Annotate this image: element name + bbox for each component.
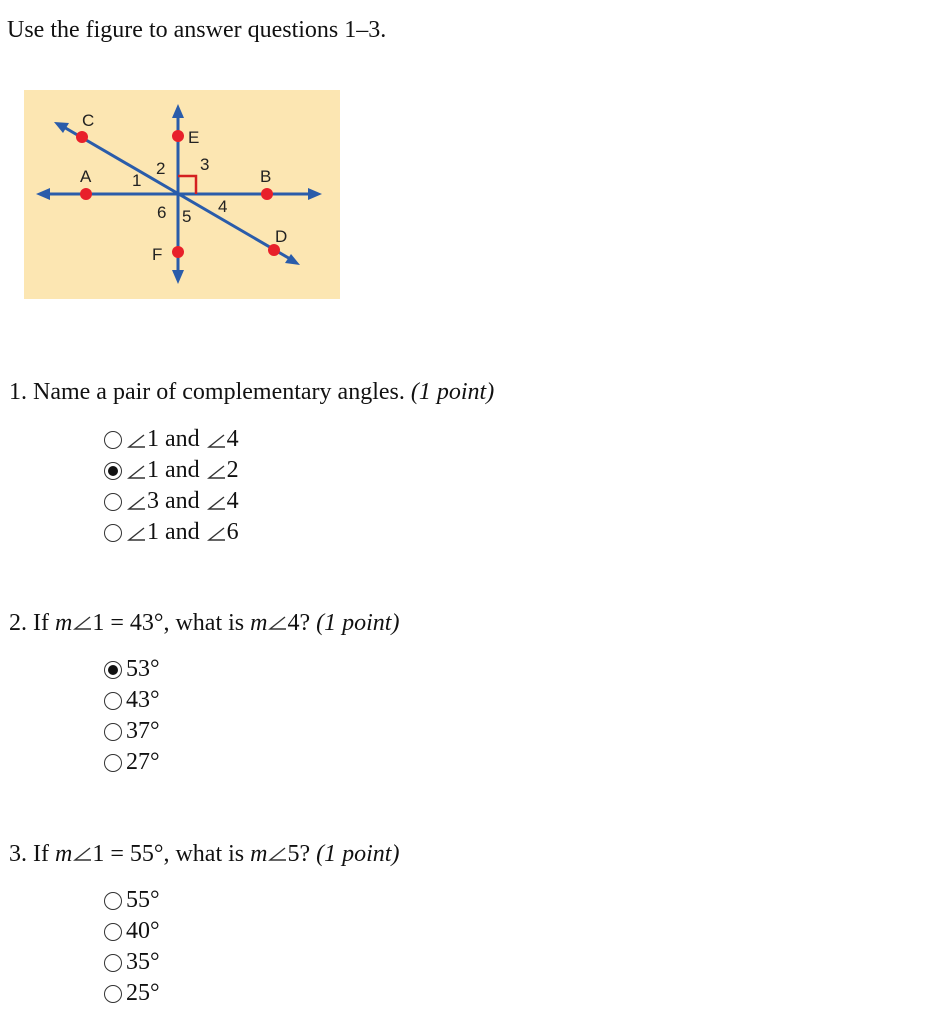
label-d: D	[275, 227, 288, 246]
answer-option[interactable]	[104, 885, 160, 916]
angle-number: 1	[147, 426, 159, 452]
radio-button[interactable]	[104, 892, 122, 910]
option-label	[126, 426, 239, 453]
angle-number: 1	[147, 519, 159, 545]
angle-label-2: 2	[156, 159, 166, 178]
angle-icon	[126, 523, 146, 543]
instructions: Use the figure to answer questions 1–3.	[7, 17, 387, 43]
question-text: Name a pair of complementary angles.	[33, 379, 405, 405]
angle-icon	[72, 843, 92, 863]
angle-label-5: 5	[182, 207, 192, 226]
angle-icon	[206, 523, 226, 543]
radio-button[interactable]	[104, 493, 122, 511]
angle-icon	[267, 612, 287, 632]
answer-option[interactable]	[104, 424, 239, 455]
angle-icon	[126, 461, 146, 481]
angle-icon	[126, 492, 146, 512]
answer-option[interactable]	[104, 916, 160, 947]
angle-number: 3	[147, 488, 159, 514]
answer-option[interactable]	[104, 455, 239, 486]
question-number: 1.	[9, 379, 27, 405]
radio-button[interactable]	[104, 431, 122, 449]
question-equals: = 55°, what is	[110, 841, 245, 867]
question-if: If	[33, 610, 49, 636]
option-label	[126, 488, 239, 515]
label-e: E	[188, 128, 200, 147]
question-points: (1 point)	[316, 841, 400, 867]
question-if: If	[33, 841, 49, 867]
option-and: and	[165, 426, 200, 452]
question-3-options	[104, 885, 160, 1009]
point-f	[172, 246, 184, 258]
option-label: 43°	[126, 687, 160, 713]
answer-option[interactable]	[104, 654, 160, 685]
angle-label-4: 4	[218, 197, 228, 216]
question-number: 2.	[9, 610, 27, 636]
option-label: 55°	[126, 887, 160, 913]
option-label	[126, 519, 239, 546]
option-and: and	[165, 519, 200, 545]
angle-number: 1	[92, 610, 105, 636]
question-equals: = 43°, what is	[110, 610, 245, 636]
angle-number: 4	[226, 426, 239, 452]
geometry-figure	[24, 90, 340, 299]
option-label: 53°	[126, 656, 160, 682]
answer-option[interactable]	[104, 747, 160, 778]
radio-button-selected[interactable]	[104, 661, 122, 679]
question-2	[9, 607, 399, 639]
answer-option[interactable]	[104, 978, 160, 1009]
label-c: C	[82, 111, 95, 130]
answer-option[interactable]	[104, 716, 160, 747]
measure-symbol: m	[54, 841, 73, 867]
option-and: and	[165, 488, 200, 514]
question-points: (1 point)	[316, 610, 400, 636]
angle-number: 2	[226, 457, 239, 483]
radio-button[interactable]	[104, 524, 122, 542]
angle-icon	[206, 492, 226, 512]
label-a: A	[80, 167, 92, 186]
radio-button[interactable]	[104, 985, 122, 1003]
question-number: 3.	[9, 841, 27, 867]
angle-number: 1	[92, 841, 105, 867]
option-label: 25°	[126, 980, 160, 1006]
angle-icon	[72, 612, 92, 632]
option-label: 40°	[126, 918, 160, 944]
measure-symbol: m	[54, 610, 73, 636]
radio-button-selected[interactable]	[104, 462, 122, 480]
answer-option[interactable]	[104, 685, 160, 716]
radio-button[interactable]	[104, 723, 122, 741]
angle-label-3: 3	[200, 155, 210, 174]
figure-svg	[24, 90, 340, 299]
target-angle: 5?	[287, 841, 311, 867]
angle-label-1: 1	[132, 171, 142, 190]
question-1-options	[104, 424, 239, 548]
point-e	[172, 130, 184, 142]
angle-number: 4	[226, 488, 239, 514]
radio-button[interactable]	[104, 754, 122, 772]
measure-symbol: m	[250, 841, 268, 867]
label-f: F	[152, 245, 163, 264]
option-label	[126, 457, 239, 484]
radio-button[interactable]	[104, 692, 122, 710]
question-points: (1 point)	[410, 379, 495, 405]
point-b	[261, 188, 273, 200]
radio-button[interactable]	[104, 954, 122, 972]
option-and: and	[165, 457, 200, 483]
measure-symbol: m	[250, 610, 268, 636]
answer-option[interactable]	[104, 517, 239, 548]
label-b: B	[260, 167, 272, 186]
question-3	[9, 838, 399, 870]
angle-label-6: 6	[157, 203, 167, 222]
option-label: 35°	[126, 949, 160, 975]
answer-option[interactable]	[104, 486, 239, 517]
angle-icon	[267, 843, 287, 863]
target-angle: 4?	[287, 610, 311, 636]
question-2-options	[104, 654, 160, 778]
option-label: 37°	[126, 718, 160, 744]
angle-icon	[206, 461, 226, 481]
point-a	[80, 188, 92, 200]
angle-number: 1	[147, 457, 159, 483]
angle-number: 6	[226, 519, 239, 545]
angle-icon	[126, 430, 146, 450]
radio-button[interactable]	[104, 923, 122, 941]
option-label: 27°	[126, 749, 160, 775]
answer-option[interactable]	[104, 947, 160, 978]
question-1	[9, 376, 494, 408]
point-c	[76, 131, 88, 143]
angle-icon	[206, 430, 226, 450]
